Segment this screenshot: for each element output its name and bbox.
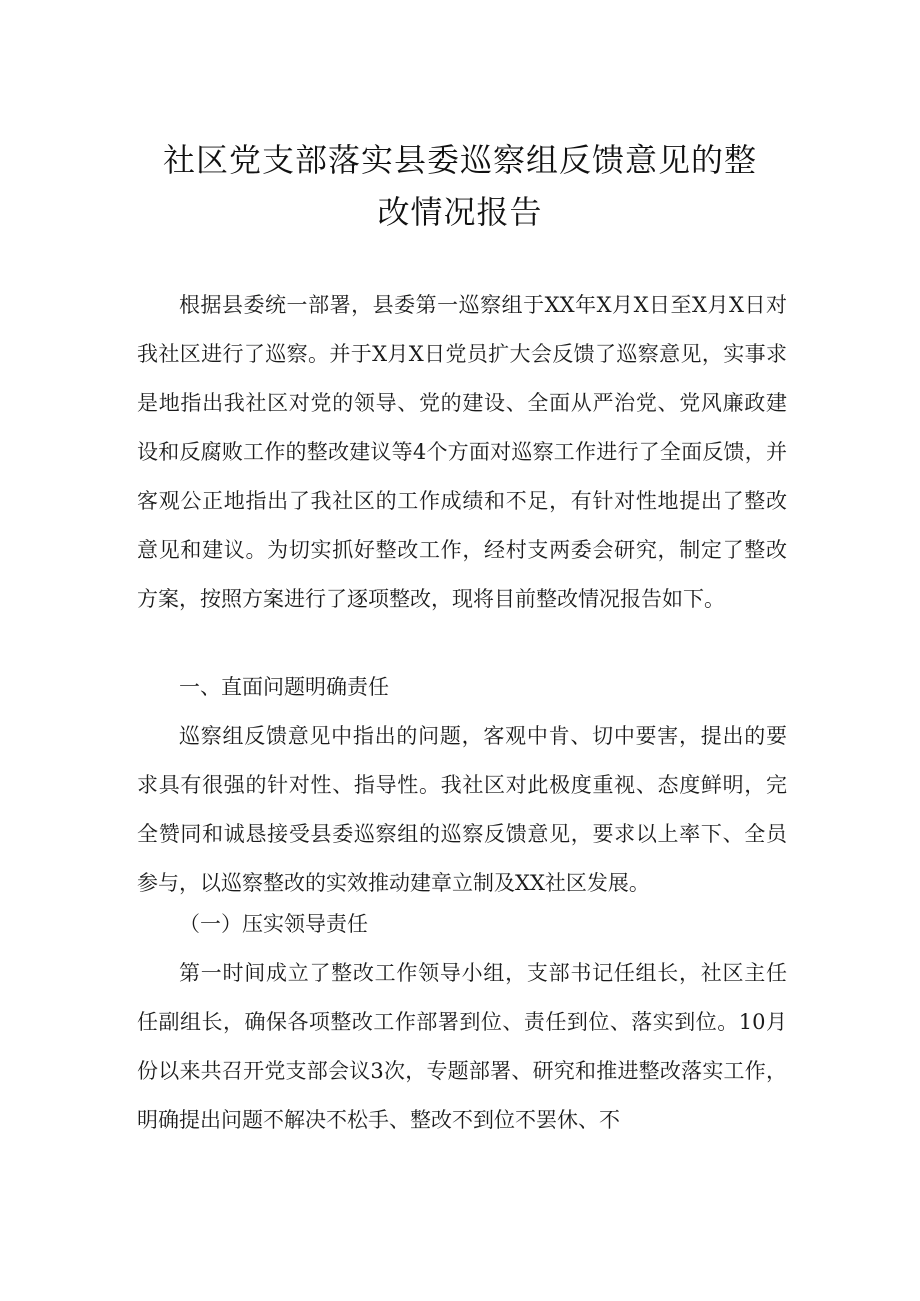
paragraph-text: 根据县委统一部署，县委第一巡察组于XX年X月X日至X月X日对我社区进行了巡察。并于X月X日党员扩大会反馈了巡察意见，实事求是地指出我社区对党的领导、党的建设、全面从严治党、党风廉政建设和反腐败工作的整改建议等4个方面对巡察工作进行了全面反馈，并客观公正地指出了我社区的工作成绩和不足，有针对性地提出了整改意见和建议。为切实抓好整改工作，经村支两委会研究，制定了整改方案，按照方案进行了逐项整改，现将目前整改情况报告如下。 <box>137 293 787 611</box>
body-paragraph-section-1 <box>137 712 787 908</box>
section-heading-text: 一、直面问题明确责任 <box>179 675 389 699</box>
paragraph-text: 巡察组反馈意见中指出的问题，客观中肯、切中要害，提出的要求具有很强的针对性、指导性。我社区对此极度重视、态度鲜明，完全赞同和诚恳接受县委巡察组的巡察反馈意见，要求以上率下、全员参与，以巡察整改的实效推动建章立制及XX社区发展。 <box>137 724 787 895</box>
section-heading-1 <box>137 663 787 712</box>
body-paragraph-intro <box>137 281 787 624</box>
paragraph-text: 第一时间成立了整改工作领导小组，支部书记任组长，社区主任任副组长，确保各项整改工作部署到位、责任到位、落实到位。10月份以来共召开党支部会议3次，专题部署、研究和推进整改落实工作，明确提出问题不解决不松手、整改不到位不罢休、不 <box>137 961 787 1132</box>
document-title-line-2: 改情况报告 <box>377 193 543 231</box>
document-title-line-1: 社区党支部落实县委巡察组反馈意见的整 <box>162 141 757 179</box>
body-paragraph-subsection-1 <box>137 949 787 1145</box>
subsection-heading-text: （一）压实领导责任 <box>179 912 368 936</box>
subsection-heading-1 <box>137 900 787 949</box>
